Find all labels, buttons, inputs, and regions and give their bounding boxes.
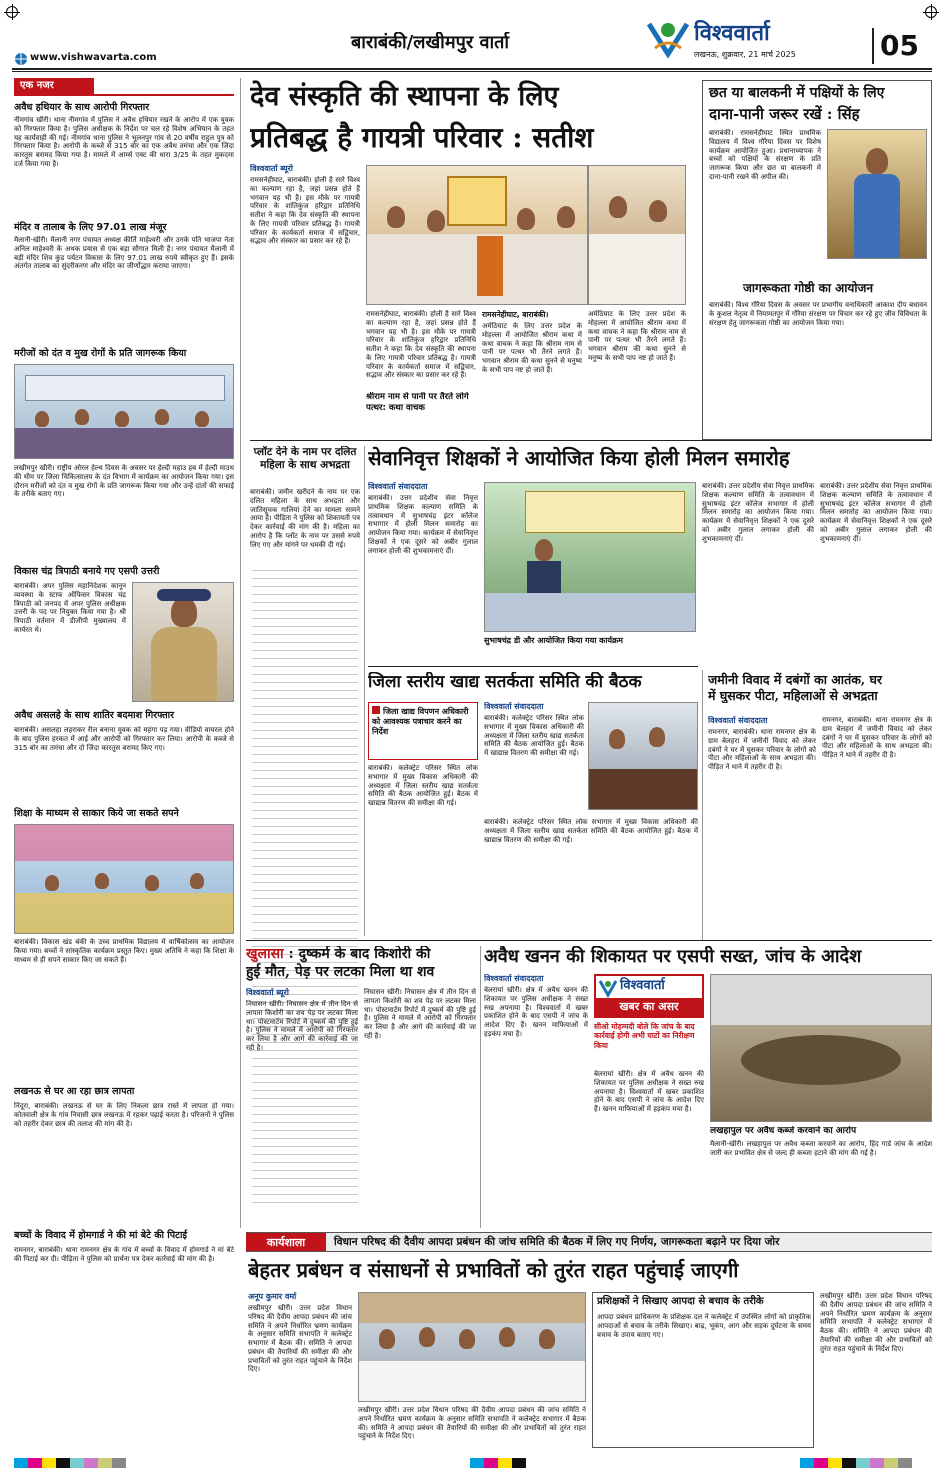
color-bar — [800, 1458, 912, 1468]
registration-mark — [6, 6, 18, 18]
karyashala-headline: बेहतर प्रबंधन व संसाधनों से प्रभावितों को तुरंत राहत पहुंचाई जाएगी — [248, 1258, 739, 1282]
khulasa-body: निघासन खीरी। निघासन क्षेत्र में तीन दिन से लापता किशोरी का शव पेड़ पर लटका मिला था। पोस्टमार्टम रिपोर्ट में दुष्कर्म की पुष्टि हुई है। पुलिस ने मामले में आरोपी को गिरफ्तार कर लिया है और आगे की कार्रवाई की जा रही है। — [246, 1000, 358, 1052]
globe-icon — [14, 52, 28, 66]
plot-headline — [250, 446, 360, 486]
lead-body: रामसनेहीघाट, बाराबंकी। होली है सारे विश्व का कल्याण रहा है, जहां प्रसन्न होते हैं भगवान यह भी है। इस मौके पर गायत्री परिवार के शांतिकुंज हरिद्वार प्रतिनिधि सतीश ने कहा कि देव संस्कृति की स्थापना के लिए गायत्री परिवार प्रतिबद्ध है। गायत्री परिवार के कार्यकर्ता समाज में सद्विचार, सद्भाव और संस्कार का प्रसार कर रहे हैं। — [250, 176, 360, 246]
sidebar-item-body: बाराबंकी। अपर पुलिस महानिदेशक कानून व्यवस्था के स्टाफ ऑफिसर विकास चंद्र त्रिपाठी को जनपद में अपर पुलिस अधीक्षक उत्तरी के पद पर नियुक्त किया गया है। श्री त्रिपाठी वर्तमान में डीजीपी मुख्यालय में कार्यरत थे। — [14, 582, 126, 634]
badge-subtitle: खबर का असर — [596, 998, 702, 1016]
food-meeting-photo — [588, 702, 698, 810]
food-box-text: जिला खाद्य विपणन अधिकारी को आवश्यक पत्राचार करने का निर्देश — [372, 707, 469, 736]
dateline: लखनऊ, शुक्रवार, 21 मार्च 2025 — [694, 50, 796, 59]
mining-body: बेलरायां खीरी। क्षेत्र में अवैध खनन की शिकायत पर पुलिस अधीक्षक ने सख्त रुख अपनाया है। विश्ववार्ता में खबर प्रकाशित होने के बाद एसपी ने जांच के आदेश दिए हैं। खनन माफियाओं में हड़कंप मचा है। — [484, 986, 588, 1038]
land-headline-line2: में घुसकर पीटा, महिलाओं से अभद्रता — [708, 687, 878, 703]
column-rule — [364, 446, 365, 936]
mining-body-continued: बेलरायां खीरी। क्षेत्र में अवैध खनन की शिकायत पर पुलिस अधीक्षक ने सख्त रुख अपनाया है। विश्ववार्ता में खबर प्रकाशित होने के बाद एसपी ने जांच के आदेश दिए हैं। खनन माफियाओं में हड़कंप मचा है। — [594, 1070, 704, 1113]
mining-byline: विश्ववार्ता संवाददाता — [484, 974, 544, 983]
mining-site-photo — [710, 974, 932, 1122]
khulasa-tag: खुलासा — [246, 946, 284, 962]
karyashala-body-continued: लखीमपुर खीरी। उत्तर प्रदेश विधान परिषद की दैवीय आपदा प्रबंधन की जांच समिति ने अपने निर्धारित भ्रमण कार्यक्रम के अनुसार समिति सभापति ने कलेक्ट्रेट सभागार में बैठक की। समिति ने आपदा प्रबंधन की तैयारियों की समीक्षा की और प्रभावितों को तुरंत राहत पहुंचाने के निर्देश दिए। — [358, 1406, 586, 1441]
mining-caption-body: मैलानी-खीरी। लखहापुल पर अवैध कब्जा करवाने का आरोप, हिंद गार्ड जांच के आदेश जारी कर प्रभावित क्षेत्र से जल्द ही कब्जा हटाने की मांग की गई है। — [710, 1140, 932, 1157]
karyashala-meeting-photo — [358, 1292, 586, 1402]
color-bar — [14, 1458, 126, 1468]
sidebar-item-title: लखनऊ से घर आ रहा छात्र लापता — [14, 1086, 135, 1097]
sidebar-item-title: विकास चंद्र त्रिपाठी बनाये गए एसपी उत्तरी — [14, 566, 160, 577]
birds-headline-line1: छत या बालकनी में पक्षियों के लिए — [709, 85, 885, 101]
karyashala-box-body: आपदा प्रबंधन प्राधिकरण के प्रशिक्षक दल ने कलेक्ट्रेट में उपस्थित लोगों को प्राकृतिक आपदाओं से बचाव के तरीके सिखाए। बाढ़, भूकंप, आग और सड़क दुर्घटना के समय बचाव के उपाय बताए गए। — [597, 1313, 811, 1339]
food-body: बाराबंकी। कलेक्ट्रेट परिसर स्थित लोक सभागार में मुख्य विकास अधिकारी की अध्यक्षता में जिला स्तरीय खाद्य सतर्कता समिति की बैठक आयोजित हुई। बैठक में खाद्यान्न वितरण की समीक्षा की गई। — [368, 764, 478, 807]
section-rule — [246, 940, 932, 941]
khulasa-headline — [246, 946, 476, 981]
land-headline-line1: जमीनी विवाद में दबंगों का आतंक, घर — [708, 672, 883, 687]
badge-logo-text: विश्ववार्ता — [620, 978, 665, 993]
masthead-rule — [12, 68, 932, 70]
land-body: रामनगर, बाराबंकी। थाना रामनगर क्षेत्र के ग्राम बेलहरा में जमीनी विवाद को लेकर दबंगों ने घर में घुसकर परिवार के लोगों को पीटा और महिलाओं के साथ अभद्रता की। पीड़ित ने थाने में तहरीर दी है। — [708, 728, 816, 771]
gayatri-event-photo — [366, 165, 588, 305]
sidebar-item-body: लखीमपुर खीरी। राष्ट्रीय ओरल हेल्थ दिवस के अवसर पर हेल्दी महाउ हब में हेल्दी माउथ की थीम पर जिला चिकित्सालय के दंत विभाग में कार्यक्रम का आयोजन किया गया। इस दौरान मरीजों को दंत व मुख रोगों के प्रति जागरूक किया गया और उन्हें दांतों की सफाई के तरीके बताए गए। — [14, 464, 234, 499]
logo-text: विश्ववार्ता — [694, 21, 770, 46]
page-number: 05 — [872, 28, 922, 64]
karyashala-box-title: प्रशिक्षकों ने सिखाए आपदा से बचाव के तरीके — [597, 1296, 764, 1307]
lead-headline-line2: प्रतिबद्ध है गायत्री परिवार : सतीश — [250, 121, 594, 154]
karyashala-strip-text: विधान परिषद की दैवीय आपदा प्रबंधन की जांच समिति की बैठक में लिए गए निर्णय, जागरूकता बढ़ाने पर दिया जोर — [334, 1236, 780, 1248]
website-url[interactable]: www.vishwavarta.com — [30, 52, 157, 63]
sidebar-rule — [14, 94, 234, 96]
gayatri-event-photo-2 — [588, 165, 686, 305]
food-box — [368, 702, 478, 760]
land-headline — [708, 672, 932, 703]
mining-caption: लखहापुल पर अवैध कब्जे करवाने का आरोप — [710, 1126, 857, 1136]
sidebar-item-body: रामनगर, बाराबंकी। थाना रामनगर क्षेत्र के गांव में बच्चों के विवाद में होमगार्ड ने मां बेटे की पिटाई कर दी। पीड़िता ने पुलिस को प्रार्थना पत्र देकर कार्रवाई की मांग की है। — [14, 1246, 234, 1263]
birds-subhead: जागरूकता गोष्ठी का आयोजन — [743, 281, 874, 295]
school-event-photo — [14, 824, 234, 934]
sidebar-item-title: मंदिर व तालाब के लिए 97.01 लाख मंजूर — [14, 222, 167, 233]
color-bar — [470, 1458, 526, 1468]
officer-photo — [132, 582, 234, 702]
lead-side-body: अमेठिघाट के लिए उत्तर प्रदेश के मोहल्ला में आयोजित श्रीराम कथा में कथा वाचक ने कहा कि श्रीराम नाम से पानी पर पत्थर भी तैरने लगते हैं। भगवान श्रीराम की कथा सुनने से मनुष्य के सभी पाप नष्ट हो जाते हैं। — [482, 322, 582, 374]
sidebar-item-title: शिक्षा के माध्यम से साकार किये जा सकते सपने — [14, 808, 179, 819]
sidebar-item-title: बच्चों के विवाद में होमगार्ड ने की मां बेटे की पिटाई — [14, 1230, 188, 1241]
sidebar-item-body: बाराबंकी। विकास खंड बंकी के उच्च प्राथमिक विद्यालय में वार्षिकोत्सव का आयोजन किया गया। बच्चों ने सांस्कृतिक कार्यक्रम प्रस्तुत किए। मुख्य अतिथि ने कहा कि शिक्षा के माध्यम से ही सपने साकार किए जा सकते हैं। — [14, 938, 234, 964]
lead-side-byline: रामसनेहीघाट, बाराबंकी। — [482, 310, 549, 319]
birds-body: बाराबंकी। रामसनेहीघाट स्थित प्राथमिक विद्यालय में विश्व गौरैया दिवस पर विशेष कार्यक्रम आयोजित हुआ। प्रधानाध्यापक ने बच्चों को पक्षियों के संरक्षण के प्रति जागरूक किया और छत या बालकनी में दाना-पानी रखने की अपील की। — [709, 129, 821, 181]
lead-body-continued: रामसनेहीघाट, बाराबंकी। होली है सारे विश्व का कल्याण रहा है, जहां प्रसन्न होते हैं भगवान यह भी है। इस मौके पर गायत्री परिवार के शांतिकुंज हरिद्वार प्रतिनिधि सतीश ने कहा कि देव संस्कृति की स्थापना के लिए गायत्री परिवार प्रतिबद्ध है। गायत्री परिवार के कार्यकर्ता समाज में सद्विचार, सद्भाव और संस्कार का प्रसार कर रहे हैं। — [366, 310, 476, 380]
section-rule — [368, 666, 698, 667]
logo-icon — [645, 18, 691, 58]
mining-badge — [594, 974, 704, 1018]
sidebar-item-title: अवैध हथियार के साथ आरोपी गिरफ्तार — [14, 102, 150, 113]
column-rule — [240, 78, 241, 1228]
holi-caption: सुभाषचंद्र डी और आयोजित किया गया कार्यक्रम — [484, 636, 623, 645]
dental-camp-photo — [14, 364, 234, 459]
karyashala-body: लखीमपुर खीरी। उत्तर प्रदेश विधान परिषद की दैवीय आपदा प्रबंधन की जांच समिति ने अपने निर्धारित भ्रमण कार्यक्रम के अनुसार समिति सभापति ने कलेक्ट्रेट सभागार में बैठक की। समिति ने आपदा प्रबंधन की तैयारियों की समीक्षा की और प्रभावितों को तुरंत राहत पहुंचाने के निर्देश दिए। — [248, 1304, 352, 1374]
sidebar-item-body: नीमगांव खीरी। थाना नीमगांव में पुलिस ने अवैध हथियार रखने के आरोप में एक युवक को गिरफ्तार किया है। पुलिस अधीक्षक के निर्देश पर चल रहे विशेष अभियान के तहत यह कार्यवाही की गई। नीमगांव थाना पुलिस ने भूलनपुर गांव से 20 वर्षीय राहुल पुत्र को गिरफ्तार किया है। आरोपी के कब्जे से 315 बोर का एक अवैध तमंचा और एक जिंदा कारतूस बरामद किया गया है। मामले में आर्म्स एक्ट की धारा 3/25 के तहत मुकदमा दर्ज किया गया है। — [14, 116, 234, 168]
food-byline: विश्ववार्ता संवाददाता — [484, 702, 544, 711]
sidebar — [14, 78, 234, 1428]
plot-headline-line1: प्लॉट देने के नाम पर दलित — [253, 446, 357, 458]
lead-caption: श्रीराम नाम से पानी पर तैरते लोगे पत्थर: कथा वाचक — [366, 392, 469, 413]
sidebar-item-title: मरीजों को दंत व मुख रोगों के प्रति जागरूक किया — [14, 348, 187, 359]
sidebar-item-body: मैलानी-खीरी। मैलानी नगर पंचायत अध्यक्ष कीर्ति माहेश्वरी और उनके पति भाजपा नेता अनिल माहेश्वरी के अथक प्रयास से एक बड़ा सौगात मिली है। नगर पंचायत मैलानी में बड़ी मंदिर शिव कुंड पर्यटन विकास के लिए 97.01 लाख रुपये स्वीकृत हुए हैं। इसके अंतर्गत तालाब का सुंदरीकरण और मंदिर का जीर्णोद्धार कराया जाएगा। — [14, 236, 234, 271]
plot-body-text: बाराबंकी। जमीन खरीदने के नाम पर एक दलित महिला के साथ अभद्रता और जातिसूचक गालियां देने का मामला सामने आया है। पीड़िता ने पुलिस को शिकायती पत्र देकर कार्रवाई की मांग की है। महिला का आरोप है कि प्लॉट के नाम पर उससे रुपये लिए गए और मांगने पर धमकी दी गई। — [250, 488, 360, 549]
khulasa-body-continued: निघासन खीरी। निघासन क्षेत्र में तीन दिन से लापता किशोरी का शव पेड़ पर लटका मिला था। पोस्टमार्टम रिपोर्ट में दुष्कर्म की पुष्टि हुई है। पुलिस ने मामले में आरोपी को गिरफ्तार कर लिया है और आगे की कार्रवाई की जा रही है। — [364, 988, 476, 1040]
karyashala-box — [592, 1292, 814, 1448]
land-byline: विश्ववार्ता संवाददाता — [708, 716, 768, 725]
birds-sub-body: बाराबंकी। विश्व गौरैया दिवस के अवसर पर प्रभागीय वनाधिकारी आकाश दीप बधावन के कुशल नेतृत्व में नियामतपुर में गौरैया संरक्षण पर विचार कर रहे हुए जीव विविधता के संरक्षण हेतु जागरूकता गोष्ठी का आयोजन किया गया। — [709, 301, 927, 327]
section-rule — [250, 440, 932, 441]
karyashala-body-continued-2: लखीमपुर खीरी। उत्तर प्रदेश विधान परिषद की दैवीय आपदा प्रबंधन की जांच समिति ने अपने निर्धारित भ्रमण कार्यक्रम के अनुसार समिति सभापति ने कलेक्ट्रेट सभागार में बैठक की। समिति ने आपदा प्रबंधन की तैयारियों की समीक्षा की और प्रभावितों को तुरंत राहत पहुंचाने के निर्देश दिए। — [820, 1292, 932, 1353]
khulasa-headline-line2: हुई मौत, पेड़ पर लटका मिला था शव — [246, 963, 435, 980]
lead-headline-line1: देव संस्कृति की स्थापना के लिए — [250, 81, 559, 112]
food-headline: जिला स्तरीय खाद्य सतर्कता समिति की बैठक — [368, 672, 642, 692]
column-rule — [480, 946, 481, 1228]
birds-story-box — [702, 80, 932, 440]
land-body-continued: रामनगर, बाराबंकी। थाना रामनगर क्षेत्र के ग्राम बेलहरा में जमीनी विवाद को लेकर दबंगों ने घर में घुसकर परिवार के लोगों को पीटा और महिलाओं के साथ अभद्रता की। पीड़ित ने थाने में तहरीर दी है। — [822, 716, 932, 759]
holi-headline: सेवानिवृत्त शिक्षकों ने आयोजित किया होली मिलन समारोह — [368, 446, 790, 470]
karyashala-strip — [246, 1232, 932, 1252]
karyashala-tag: कार्यशाला — [246, 1233, 326, 1252]
holi-event-photo — [484, 482, 696, 632]
food-body-continued-2: बाराबंकी। कलेक्ट्रेट परिसर स्थित लोक सभागार में मुख्य विकास अधिकारी की अध्यक्षता में जिला स्तरीय खाद्य सतर्कता समिति की बैठक आयोजित हुई। बैठक में खाद्यान्न वितरण की समीक्षा की गई। — [484, 818, 698, 844]
plot-headline-line2: महिला के साथ अभद्रता — [260, 459, 350, 472]
holi-body: बाराबंकी। उत्तर प्रदेशीय सेवा निवृत्त प्राथमिक शिक्षक कल्याण समिति के तत्वावधान में सुभाषचंद्र इंटर कॉलेज सभागार में होली मिलन समारोह का आयोजन किया गया। कार्यक्रम में सेवानिवृत्त शिक्षकों ने एक दूसरे को अबीर गुलाल लगाकर होली की शुभकामनाएं दीं। — [368, 494, 478, 555]
sidebar-item-body: बाराबंकी। असलहा लहराकर रील बनाना युवक को महंगा पड़ गया। वीडियो वायरल होने के बाद पुलिस हरकत में आई और आरोपी को गिरफ्तार कर लिया। आरोपी के कब्जे से 315 बोर का तमंचा और दो जिंदा कारतूस बरामद किए गए। — [14, 726, 234, 752]
registration-mark — [925, 6, 937, 18]
mining-badge-note: सीओ मोहम्मदी बोले कि जांच के बाद कार्रवाई होगी अभी घाटों का निरीक्षण किया — [594, 1022, 695, 1050]
sidebar-item-body: निंदूरा, बाराबंकी। लखनऊ से घर के लिए निकला छात्र रास्ते में लापता हो गया। कोतवाली क्षेत्र के गांव निवासी छात्र लखनऊ में रहकर पढ़ाई करता है। परिजनों ने पुलिस को तहरीर देकर छात्र की तलाश की मांग की है। — [14, 1102, 234, 1128]
khulasa-byline: विश्ववार्ता ब्यूरो — [246, 988, 289, 997]
logo-icon — [598, 978, 618, 998]
sidebar-label: एक नजर — [14, 78, 94, 94]
holi-body-continued: बाराबंकी। उत्तर प्रदेशीय सेवा निवृत्त प्राथमिक शिक्षक कल्याण समिति के तत्वावधान में सुभाषचंद्र इंटर कॉलेज सभागार में होली मिलन समारोह का आयोजन किया गया। कार्यक्रम में सेवानिवृत्त शिक्षकों ने एक दूसरे को अबीर गुलाल लगाकर होली की शुभकामनाएं दीं। — [702, 482, 814, 543]
child-bird-feeder-photo — [827, 129, 927, 259]
khulasa-headline-line1: : दुष्कर्म के बाद किशोरी की — [288, 946, 431, 962]
holi-body-continued-2: बाराबंकी। उत्तर प्रदेशीय सेवा निवृत्त प्राथमिक शिक्षक कल्याण समिति के तत्वावधान में सुभाषचंद्र इंटर कॉलेज सभागार में होली मिलन समारोह का आयोजन किया गया। कार्यक्रम में सेवानिवृत्त शिक्षकों ने एक दूसरे को अबीर गुलाल लगाकर होली की शुभकामनाएं दीं। — [820, 482, 932, 543]
birds-headline-line2: दाना-पानी जरूर रखें : सिंह — [709, 105, 860, 123]
mining-headline: अवैध खनन की शिकायत पर एसपी सख्त, जांच के आदेश — [484, 946, 862, 967]
section-title: बाराबंकी/लखीमपुर वार्ता — [350, 32, 510, 53]
lead-byline: विश्ववार्ता ब्यूरो — [250, 164, 293, 173]
masthead-rule — [12, 71, 932, 72]
food-body-continued: बाराबंकी। कलेक्ट्रेट परिसर स्थित लोक सभागार में मुख्य विकास अधिकारी की अध्यक्षता में जिला स्तरीय खाद्य सतर्कता समिति की बैठक आयोजित हुई। बैठक में खाद्यान्न वितरण की समीक्षा की गई। — [484, 714, 584, 757]
lead-side-body-2: अमेठिघाट के लिए उत्तर प्रदेश के मोहल्ला में आयोजित श्रीराम कथा में कथा वाचक ने कहा कि श्रीराम नाम से पानी पर पत्थर भी तैरने लगते हैं। भगवान श्रीराम की कथा सुनने से मनुष्य के सभी पाप नष्ट हो जाते हैं। — [588, 310, 686, 362]
holi-byline: विश्ववार्ता संवाददाता — [368, 482, 428, 491]
karyashala-byline: अनूप कुमार वर्मा — [248, 1292, 297, 1301]
bullet-icon — [372, 706, 380, 714]
sidebar-item-title: अवैध असलहे के साथ शातिर बदमाश गिरफ्तार — [14, 710, 174, 721]
column-rule — [702, 670, 703, 940]
